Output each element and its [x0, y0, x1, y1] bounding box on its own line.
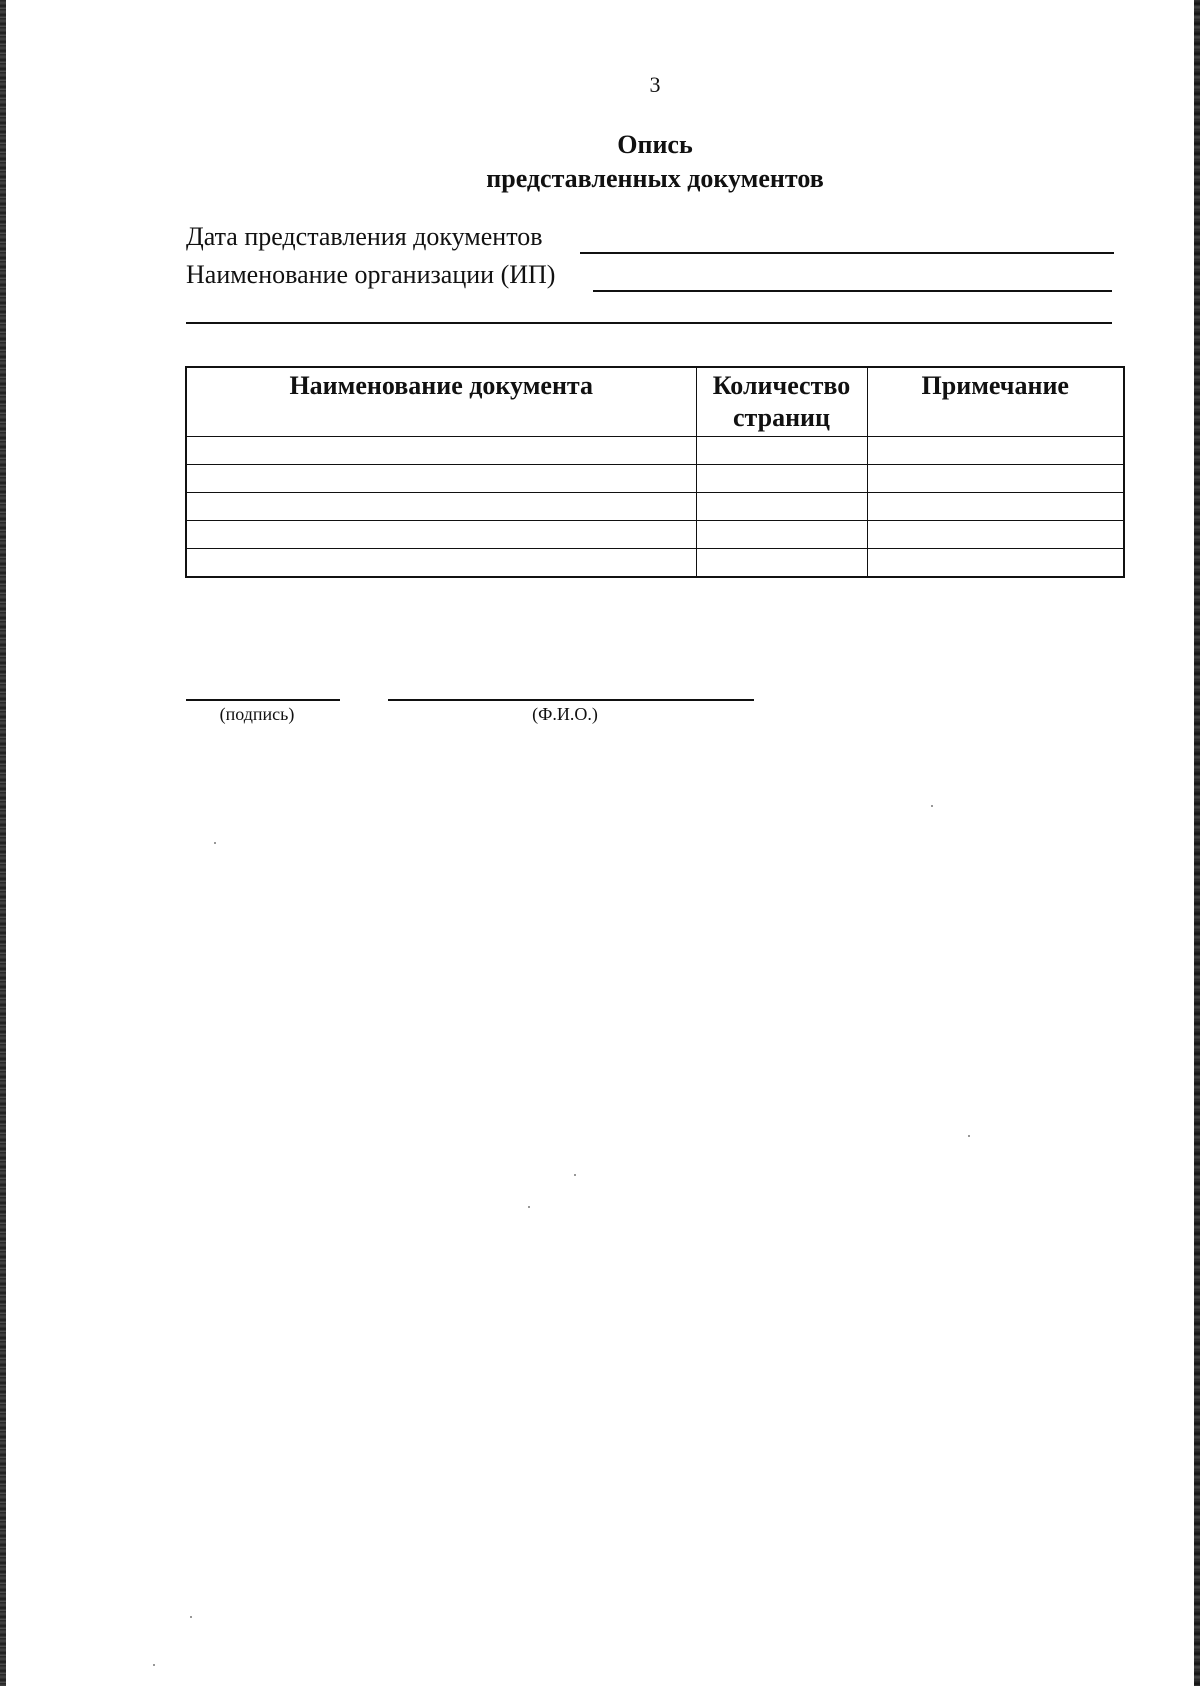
- cell-note[interactable]: [867, 493, 1124, 521]
- documents-table: [185, 366, 1125, 578]
- column-header-page-count: Количество страниц: [696, 367, 867, 437]
- title-line-1: Опись: [617, 130, 693, 159]
- cell-page-count[interactable]: [696, 437, 867, 465]
- document-title: [300, 128, 1010, 196]
- cell-document-name[interactable]: [186, 493, 696, 521]
- title-line-2: представленных документов: [486, 164, 824, 193]
- full-name-line[interactable]: [388, 699, 754, 701]
- scan-edge-left: [0, 0, 6, 1686]
- table-row: [186, 521, 1124, 549]
- scan-speck: [190, 1616, 192, 1618]
- scan-speck: [528, 1206, 530, 1208]
- column-header-document-name: Наименование документа: [186, 367, 696, 437]
- table-row: [186, 493, 1124, 521]
- org-field-row: [186, 260, 555, 294]
- cell-note[interactable]: [867, 549, 1124, 578]
- cell-page-count[interactable]: [696, 549, 867, 578]
- date-field-line[interactable]: [580, 252, 1114, 254]
- scan-speck: [214, 842, 216, 844]
- cell-document-name[interactable]: [186, 465, 696, 493]
- scan-speck: [153, 1664, 155, 1666]
- scan-speck: [931, 805, 933, 807]
- full-name-caption: (Ф.И.О.): [532, 704, 598, 724]
- cell-document-name[interactable]: [186, 549, 696, 578]
- column-header-note: Примечание: [867, 367, 1124, 437]
- cell-note[interactable]: [867, 465, 1124, 493]
- cell-page-count[interactable]: [696, 493, 867, 521]
- table-row: [186, 465, 1124, 493]
- cell-note[interactable]: [867, 521, 1124, 549]
- scan-speck: [574, 1174, 576, 1176]
- org-field-label: Наименование организации (ИП): [186, 260, 556, 289]
- org-field-line[interactable]: [593, 290, 1112, 292]
- table-row: [186, 549, 1124, 578]
- org-field-line-2[interactable]: [186, 322, 1112, 324]
- date-field-label: Дата представления документов: [186, 222, 543, 251]
- page-number: 3: [649, 72, 661, 97]
- scan-speck: [968, 1135, 970, 1137]
- table-row: [186, 437, 1124, 465]
- table-header-row: [186, 367, 1124, 437]
- date-field-row: [186, 222, 543, 256]
- scan-edge-right: [1194, 0, 1200, 1686]
- cell-document-name[interactable]: [186, 437, 696, 465]
- cell-document-name[interactable]: [186, 521, 696, 549]
- cell-page-count[interactable]: [696, 465, 867, 493]
- cell-note[interactable]: [867, 437, 1124, 465]
- signature-caption: (подпись): [219, 704, 295, 724]
- cell-page-count[interactable]: [696, 521, 867, 549]
- signature-line[interactable]: [186, 699, 340, 701]
